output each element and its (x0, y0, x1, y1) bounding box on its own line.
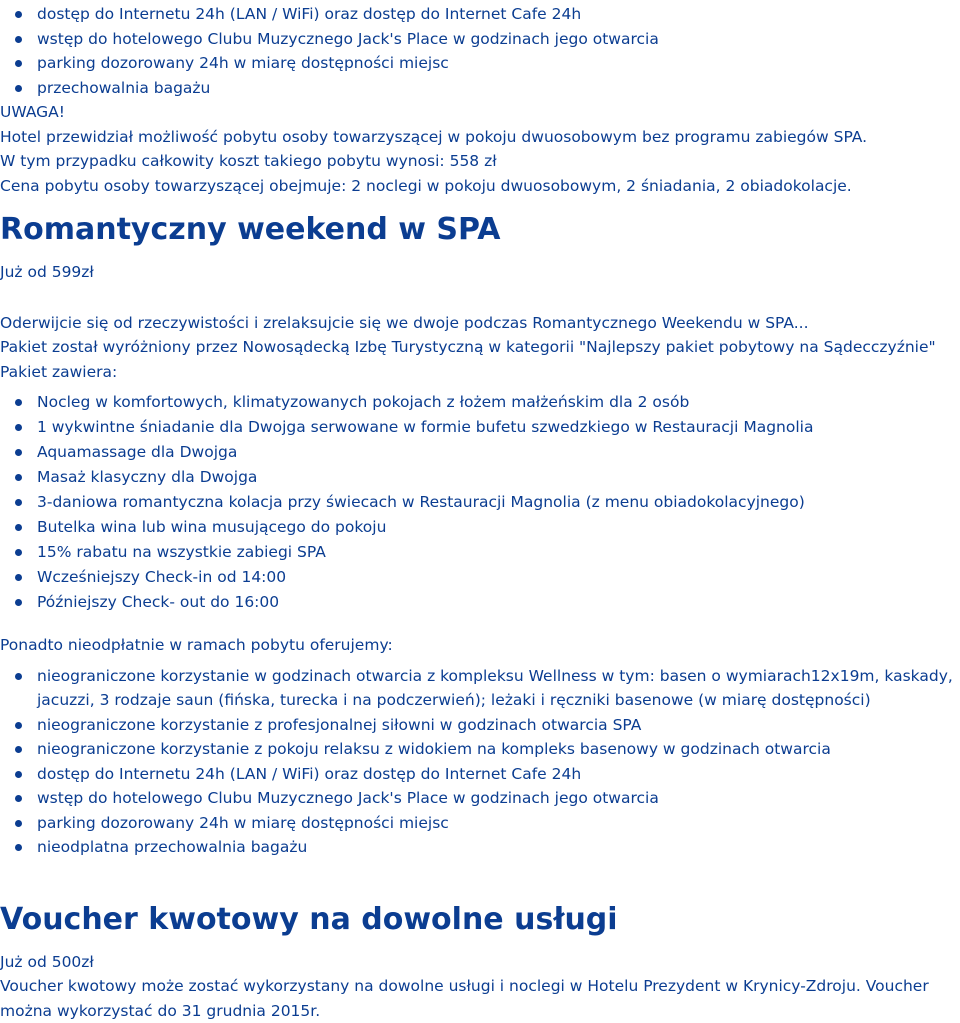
section-title-voucher: Voucher kwotowy na dowolne usługi (0, 901, 618, 937)
intro-line: Oderwijcie się od rzeczywistości i zrelaksujcie się we dwoje podczas Romantycznego Weekendu w SPA... (0, 313, 809, 332)
list-item: Późniejszy Check- out do 16:00 (0, 590, 960, 615)
list-item: parking dozorowany 24h w miarę dostępności miejsc (0, 811, 960, 836)
notice-line: Hotel przewidział możliwość pobytu osoby towarzyszącej w pokoju dwuosobowym bez programu zabiegów SPA. (0, 127, 868, 146)
includes-label: Pakiet zawiera: (0, 362, 118, 381)
package-items-list (0, 390, 960, 615)
list-item: 3-daniowa romantyczna kolacja przy świecach w Restauracji Magnolia (z menu obiadokolacyjnego) (0, 490, 960, 515)
list-item: dostęp do Internetu 24h (LAN / WiFi) oraz dostęp do Internet Cafe 24h (0, 762, 960, 787)
list-item: Masaż klasyczny dla Dwojga (0, 465, 960, 490)
notice-block (0, 100, 960, 198)
section-title-romantic: Romantyczny weekend w SPA (0, 212, 501, 247)
list-item: Aquamassage dla Dwojga (0, 440, 960, 465)
list-item: Nocleg w komfortowych, klimatyzowanych pokojach z łożem małżeńskim dla 2 osób (0, 390, 960, 415)
list-item: wstęp do hotelowego Clubu Muzycznego Jack's Place w godzinach jego otwarcia (0, 27, 960, 52)
list-item: Butelka wina lub wina musującego do pokoju (0, 515, 960, 540)
price-text: Już od 500zł (0, 952, 94, 971)
notice-label: UWAGA! (0, 103, 65, 121)
list-item: nieograniczone korzystanie w godzinach otwarcia z kompleksu Wellness w tym: basen o wymiarach12x19m, kaskady, jacuzzi, 3 rodzaje saun (fińska, turecka i na podczerwień); leżaki i ręczniki basenowe (w miarę dostępności) (0, 664, 960, 713)
notice-line: W tym przypadku całkowity koszt takiego pobytu wynosi: 558 zł (0, 152, 497, 170)
list-item: nieograniczone korzystanie z pokoju relaksu z widokiem na kompleks basenowy w godzinach otwarcia (0, 737, 960, 762)
extras-heading: Ponadto nieodpłatnie w ramach pobytu oferujemy: (0, 636, 393, 654)
list-item: 1 wykwintne śniadanie dla Dwojga serwowane w formie bufetu szwedzkiego w Restauracji Magnolia (0, 415, 960, 440)
list-item: przechowalnia bagażu (0, 76, 960, 101)
list-item: 15% rabatu na wszystkie zabiegi SPA (0, 540, 960, 565)
price-text: Już od 599zł (0, 263, 94, 281)
extras-list (0, 664, 960, 860)
voucher-description: Voucher kwotowy może zostać wykorzystany na dowolne usługi i noclegi w Hotelu Prezydent w Krynicy-Zdroju. Voucher można wykorzystać do 31 grudnia 2015r. (0, 977, 929, 1020)
list-item: wstęp do hotelowego Clubu Muzycznego Jack's Place w godzinach jego otwarcia (0, 786, 960, 811)
list-item: nieodplatna przechowalnia bagażu (0, 835, 960, 860)
intro-line: Pakiet został wyróżniony przez Nowosądecką Izbę Turystyczną w kategorii "Najlepszy pakiet pobytowy na Sądecczyźnie" (0, 338, 936, 356)
list-item: nieograniczone korzystanie z profesjonalnej siłowni w godzinach otwarcia SPA (0, 713, 960, 738)
list-item: Wcześniejszy Check-in od 14:00 (0, 565, 960, 590)
romantic-intro (0, 311, 960, 385)
amenities-list (0, 2, 960, 100)
list-item: parking dozorowany 24h w miarę dostępności miejsc (0, 51, 960, 76)
list-item: dostęp do Internetu 24h (LAN / WiFi) oraz dostęp do Internet Cafe 24h (0, 2, 960, 27)
notice-line: Cena pobytu osoby towarzyszącej obejmuje: 2 noclegi w pokoju dwuosobowym, 2 śniadania, 2 obiadokolacje. (0, 176, 852, 195)
